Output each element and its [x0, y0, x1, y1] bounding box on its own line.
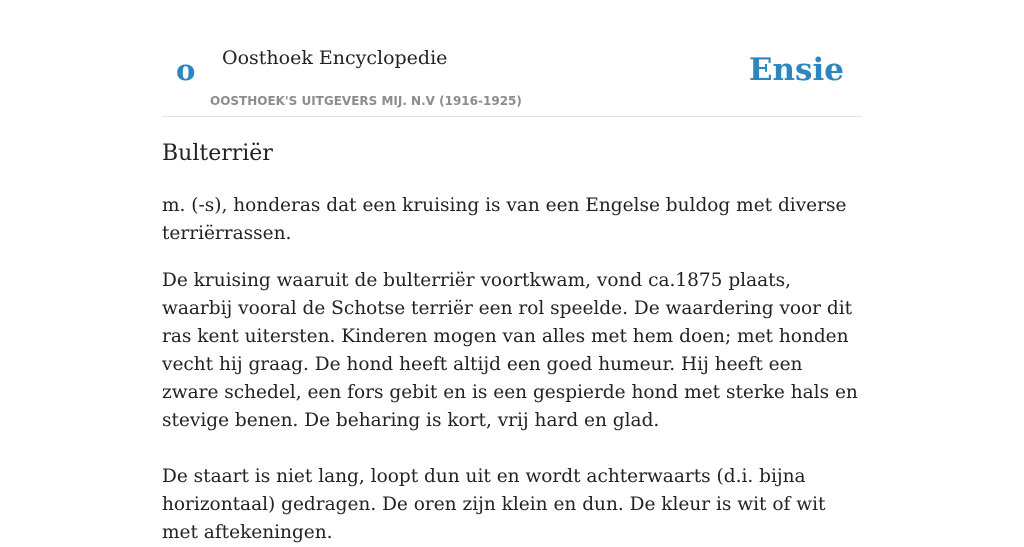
site-subtitle: OOSTHOEK'S UITGEVERS MIJ. N.V (1916-1925)	[210, 94, 522, 108]
site-title[interactable]: Oosthoek Encyclopedie	[222, 47, 448, 69]
article-paragraph-appearance: De staart is niet lang, loopt dun uit en wordt achterwaarts (d.i. bijna horizontaal) gedragen. De oren zijn klein en dun. De kleur is wit of wit met aftekeningen.	[162, 466, 826, 543]
site-logo[interactable]: o	[176, 53, 196, 87]
article	[162, 136, 862, 547]
site-header	[162, 0, 862, 117]
article-paragraph-history: De kruising waaruit de bulterriër voortkwam, vond ca.1875 plaats, waarbij vooral de Schotse terriër een rol speelde. De waardering voor dit ras kent uitersten. Kinderen mogen van alles met hem doen; met honden vecht hij graag. De hond heeft altijd een goed humeur. Hij heeft een zware schedel, een fors gebit en is een gespierde hond met sterke hals en stevige benen. De beharing is kort, vrij hard en glad.	[162, 270, 858, 431]
article-paragraph-definition: m. (-s), honderas dat een kruising is van een Engelse buldog met diverse terriërrassen.	[162, 195, 847, 244]
ensie-brand-link[interactable]: Ensie	[748, 52, 844, 88]
article-title: Bulterriër	[162, 141, 273, 166]
